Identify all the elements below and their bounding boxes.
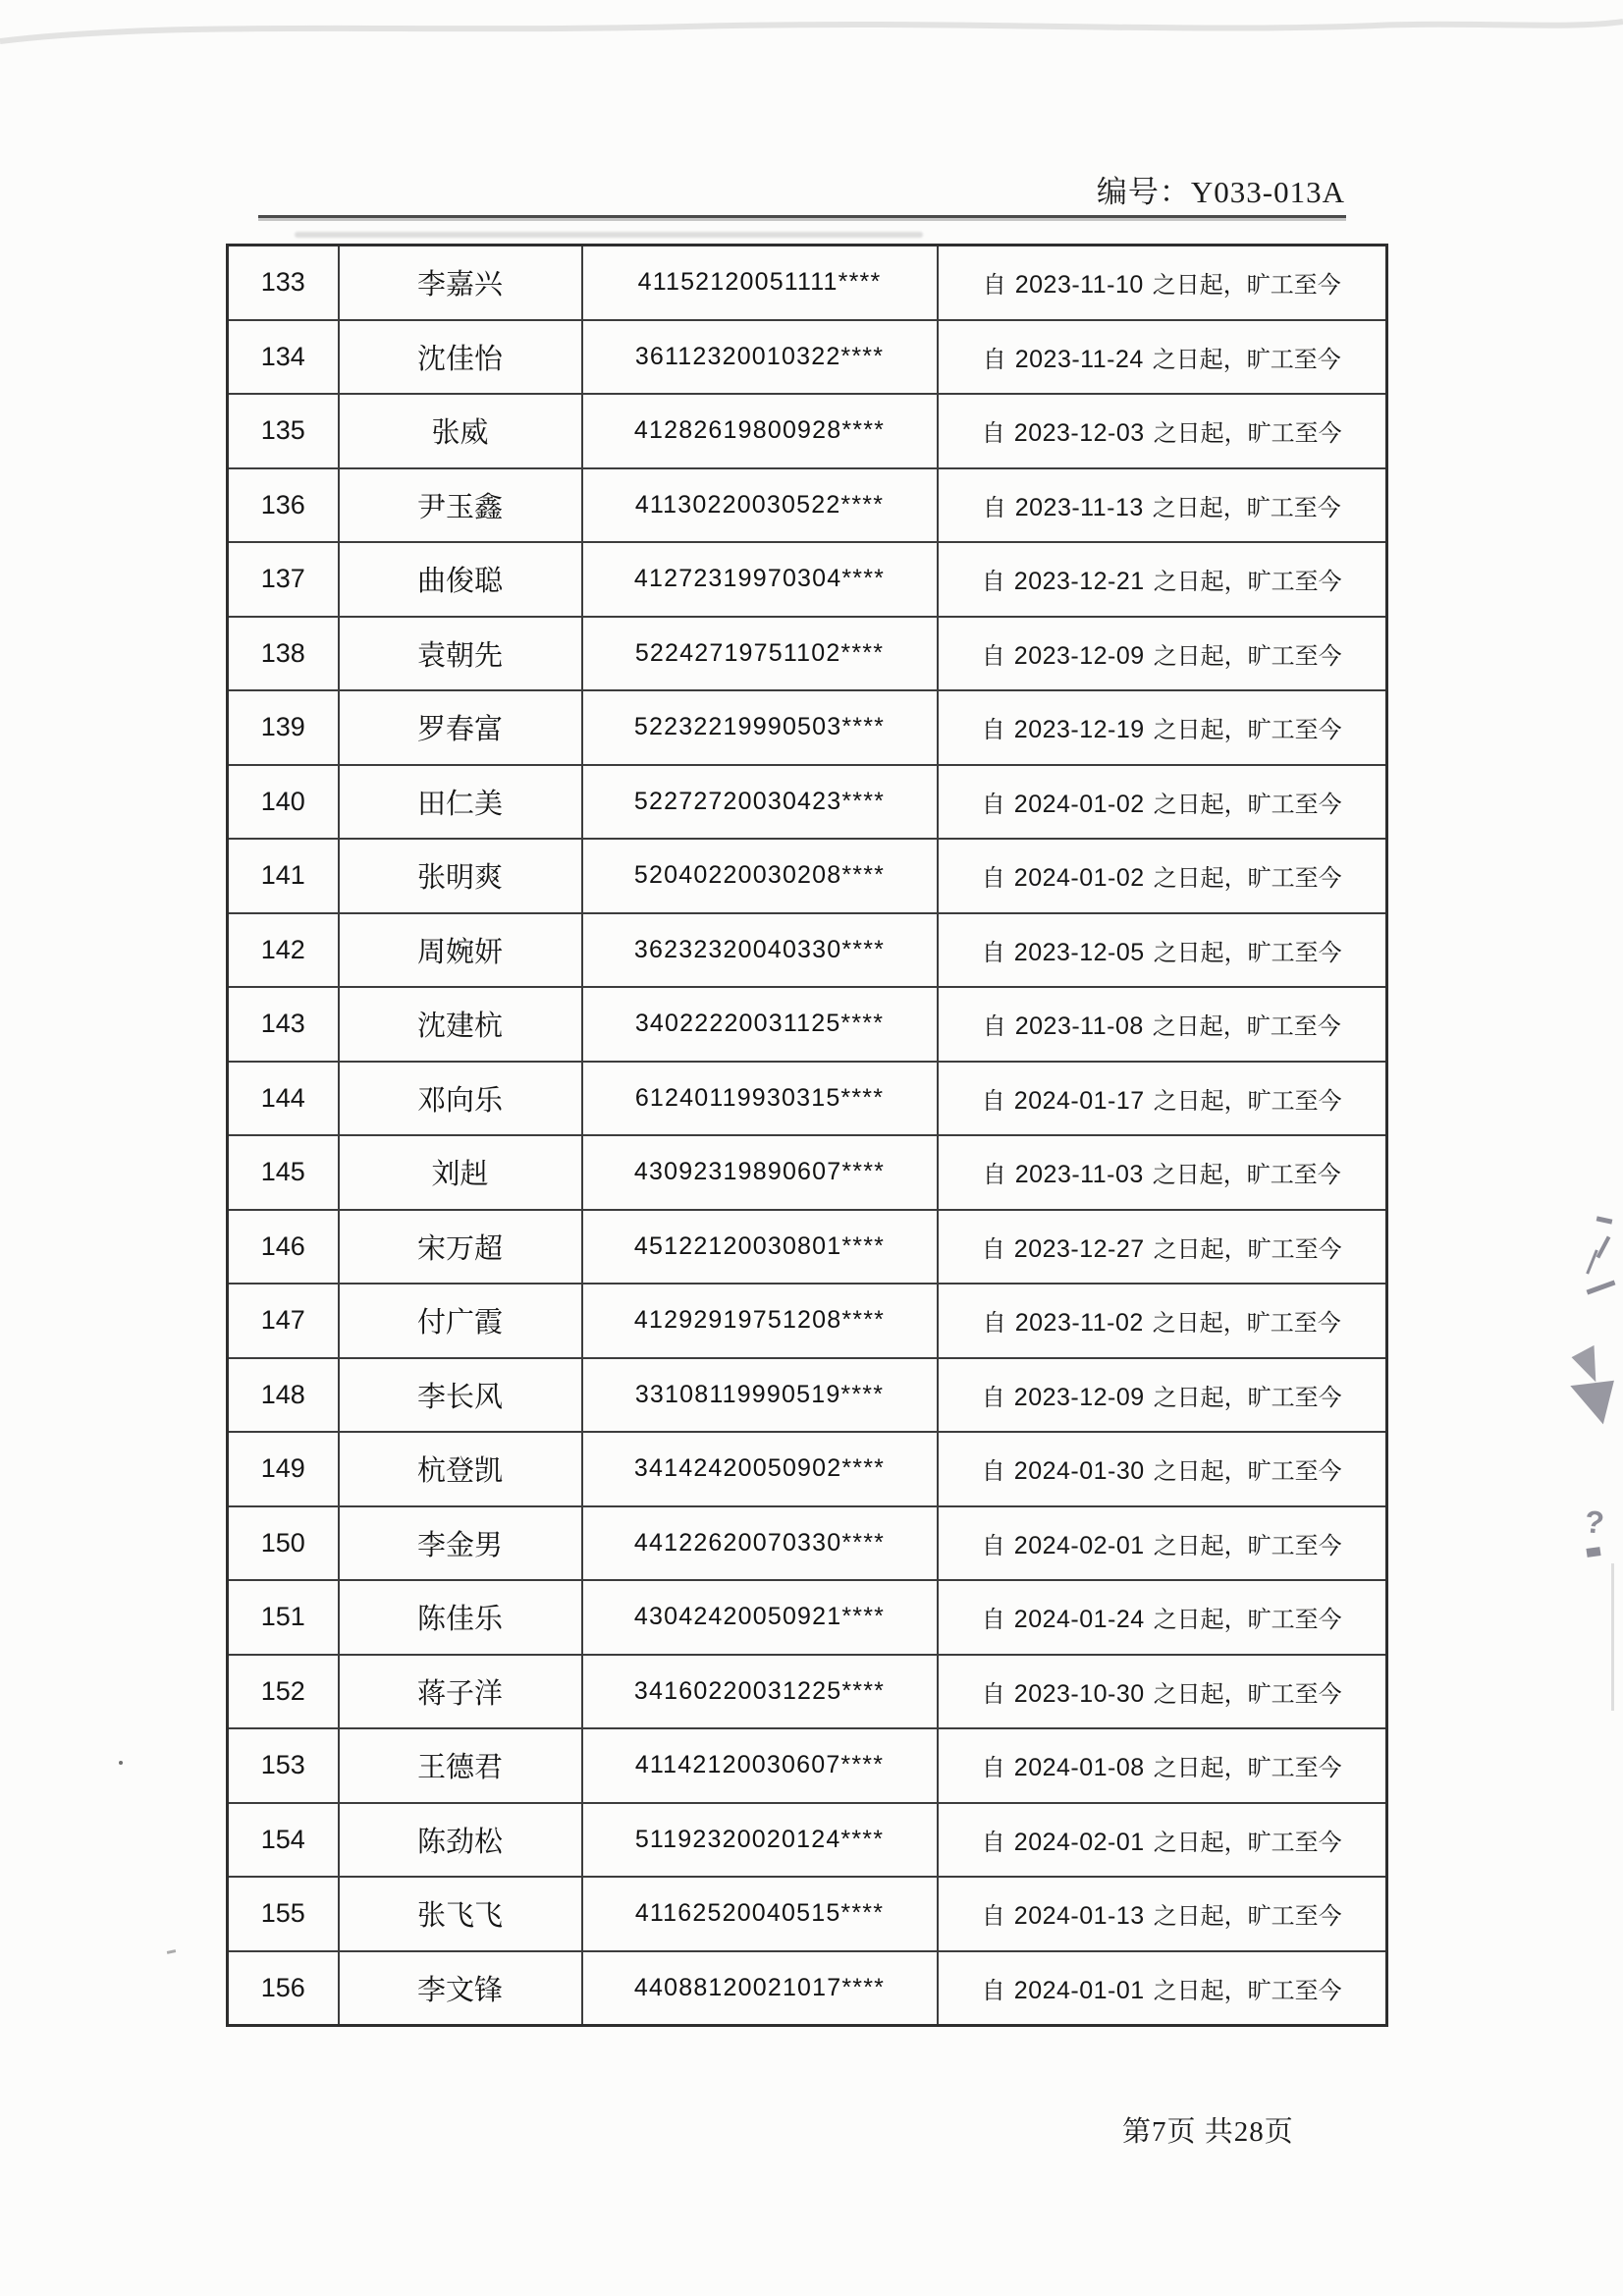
row-number: 134 [260, 341, 305, 371]
status-cell [938, 1432, 1387, 1506]
absence-start-date: 2024-01-01 [1013, 1976, 1145, 2004]
scan-artifact-triangle-2 [1563, 1371, 1614, 1425]
person-name: 张威 [431, 417, 489, 450]
status-prefix: 自 [981, 792, 1005, 818]
name-cell [339, 1580, 582, 1655]
status-suffix: 之日起，旷工至今 [1153, 1756, 1342, 1782]
row-number-cell [228, 1135, 339, 1210]
id-cell [582, 1062, 938, 1136]
status-cell [938, 1284, 1387, 1358]
id-cell [582, 1432, 938, 1506]
status-prefix: 自 [981, 1385, 1005, 1411]
status-cell [938, 690, 1387, 765]
id-cell [582, 394, 938, 468]
status-suffix: 之日起，旷工至今 [1153, 421, 1342, 448]
person-name: 罗春富 [416, 714, 503, 746]
table-row [228, 1432, 1387, 1506]
row-number: 136 [260, 489, 305, 519]
absence-start-date: 2024-01-02 [1013, 790, 1145, 818]
absence-table-body [228, 246, 1387, 2026]
table-row [228, 1877, 1387, 1951]
person-name: 王德君 [416, 1752, 503, 1784]
person-name: 李金男 [416, 1529, 503, 1561]
status-suffix: 之日起，旷工至今 [1153, 1830, 1342, 1856]
masked-id: 52242719751102**** [634, 638, 885, 667]
absence-start-date: 2023-12-27 [1013, 1234, 1145, 1263]
status-suffix: 之日起，旷工至今 [1152, 495, 1341, 521]
status-prefix: 自 [981, 1756, 1005, 1782]
status-cell [938, 542, 1387, 617]
absence-start-date: 2023-12-09 [1013, 1383, 1145, 1411]
person-name: 杭登凯 [416, 1455, 503, 1488]
masked-id: 43042420050921**** [633, 1603, 886, 1631]
status-prefix: 自 [982, 273, 1006, 300]
row-number-cell [228, 246, 339, 320]
masked-id: 44122620070330**** [633, 1528, 886, 1557]
row-number-cell [228, 1210, 339, 1285]
status-prefix: 自 [982, 495, 1006, 521]
row-number-cell [228, 1877, 339, 1951]
status-suffix: 之日起，旷工至今 [1153, 1459, 1342, 1486]
status-suffix: 之日起，旷工至今 [1153, 1978, 1342, 2004]
row-number: 143 [260, 1009, 305, 1039]
person-name: 周婉妍 [416, 936, 503, 968]
status-cell [938, 1580, 1387, 1655]
doc-number [1097, 167, 1345, 211]
status-cell [938, 1358, 1387, 1433]
masked-id: 41152120051111**** [637, 268, 882, 297]
status-suffix: 之日起，旷工至今 [1153, 1904, 1342, 1931]
masked-id: 33108119990519**** [634, 1380, 885, 1408]
name-cell [339, 1210, 582, 1285]
status-prefix: 自 [981, 1459, 1005, 1486]
status-prefix: 自 [981, 421, 1005, 448]
name-cell [339, 617, 582, 691]
id-cell [582, 1877, 938, 1951]
table-row [228, 1580, 1387, 1655]
row-number-cell [228, 1506, 339, 1581]
row-number: 135 [260, 415, 305, 446]
status-cell [938, 394, 1387, 468]
scan-speck [167, 1949, 176, 1954]
status-prefix: 自 [981, 940, 1005, 966]
row-number-cell [228, 987, 339, 1062]
id-cell [582, 1284, 938, 1358]
table-row [228, 468, 1387, 543]
name-cell [339, 913, 582, 988]
table-row [228, 394, 1387, 468]
name-cell [339, 839, 582, 913]
id-cell [582, 839, 938, 913]
name-cell [339, 765, 582, 840]
status-prefix: 自 [982, 1311, 1006, 1338]
table-row [228, 320, 1387, 395]
name-cell [339, 1655, 582, 1729]
row-number-cell [228, 1358, 339, 1433]
row-number: 154 [260, 1824, 305, 1854]
name-cell [339, 246, 582, 320]
masked-id: 52232219990503**** [633, 713, 886, 741]
row-number: 141 [260, 860, 305, 891]
masked-id: 41162520040515**** [634, 1899, 885, 1928]
status-suffix: 之日起，旷工至今 [1153, 643, 1342, 670]
status-suffix: 之日起，旷工至今 [1153, 1088, 1342, 1115]
id-cell [582, 1655, 938, 1729]
row-number: 147 [260, 1305, 305, 1336]
status-cell [938, 1135, 1387, 1210]
scan-shadow-top [0, 0, 1623, 69]
status-prefix: 自 [982, 1014, 1006, 1041]
table-row [228, 1728, 1387, 1803]
masked-id: 34142420050902**** [633, 1454, 886, 1483]
person-name: 张明爽 [416, 862, 503, 895]
row-number: 133 [260, 267, 305, 298]
status-suffix: 之日起，旷工至今 [1153, 1608, 1342, 1634]
status-suffix: 之日起，旷工至今 [1152, 1014, 1341, 1041]
masked-id: 36112320010322**** [634, 342, 885, 370]
status-cell [938, 1062, 1387, 1136]
person-name: 袁朝先 [416, 639, 503, 672]
person-name: 沈佳怡 [416, 343, 503, 375]
absence-start-date: 2024-01-24 [1013, 1606, 1145, 1634]
row-number: 138 [260, 637, 305, 668]
absence-start-date: 2023-12-05 [1013, 938, 1145, 966]
row-number: 145 [260, 1157, 305, 1187]
id-cell [582, 1728, 938, 1803]
absence-start-date: 2023-12-21 [1013, 568, 1145, 596]
name-cell [339, 1506, 582, 1581]
masked-id: 51192320020124**** [634, 1825, 885, 1853]
table-row [228, 913, 1387, 988]
scan-smudge [295, 232, 923, 238]
row-number: 156 [260, 1972, 305, 2002]
person-name: 尹玉鑫 [416, 491, 503, 523]
table-row [228, 1210, 1387, 1285]
absence-start-date: 2023-12-03 [1013, 419, 1145, 448]
absence-table [226, 244, 1388, 2027]
row-number-cell [228, 542, 339, 617]
row-number-cell [228, 690, 339, 765]
table-row [228, 1284, 1387, 1358]
status-prefix: 自 [981, 1533, 1005, 1559]
masked-id: 41292919751208**** [633, 1306, 886, 1335]
page-footer [1122, 2109, 1294, 2150]
status-suffix: 之日起，旷工至今 [1152, 1163, 1341, 1189]
table-row [228, 1358, 1387, 1433]
person-name: 李文锋 [416, 1974, 503, 2006]
masked-id: 61240119930315**** [634, 1083, 885, 1112]
name-cell [339, 1062, 582, 1136]
name-cell [339, 690, 582, 765]
name-cell [339, 1728, 582, 1803]
status-prefix: 自 [981, 1904, 1005, 1931]
status-suffix: 之日起，旷工至今 [1152, 1311, 1341, 1338]
status-cell [938, 1728, 1387, 1803]
status-prefix: 自 [981, 570, 1005, 596]
status-cell [938, 320, 1387, 395]
status-suffix: 之日起，旷工至今 [1153, 940, 1342, 966]
status-cell [938, 913, 1387, 988]
row-number: 153 [260, 1750, 305, 1780]
status-suffix: 之日起，旷工至今 [1153, 1533, 1342, 1559]
row-number-cell [228, 468, 339, 543]
header-rule [258, 215, 1346, 218]
row-number: 149 [260, 1453, 305, 1484]
row-number-cell [228, 839, 339, 913]
row-number-cell [228, 1803, 339, 1878]
status-prefix: 自 [981, 1608, 1005, 1634]
status-prefix: 自 [981, 1978, 1005, 2004]
absence-start-date: 2023-11-24 [1014, 345, 1144, 373]
row-number-cell [228, 765, 339, 840]
id-cell [582, 468, 938, 543]
row-number: 142 [260, 934, 305, 964]
table-row [228, 839, 1387, 913]
name-cell [339, 1135, 582, 1210]
status-cell [938, 1506, 1387, 1581]
status-cell [938, 246, 1387, 320]
status-cell [938, 1877, 1387, 1951]
status-suffix: 之日起，旷工至今 [1153, 718, 1342, 744]
row-number-cell [228, 1062, 339, 1136]
absence-start-date: 2024-01-30 [1013, 1457, 1145, 1486]
masked-id: 44088120021017**** [633, 1973, 886, 2001]
status-prefix: 自 [981, 643, 1005, 670]
status-cell [938, 1210, 1387, 1285]
absence-start-date: 2023-11-08 [1014, 1012, 1144, 1041]
masked-id: 52040220030208**** [633, 861, 886, 890]
status-cell [938, 839, 1387, 913]
row-number-cell [228, 1728, 339, 1803]
status-suffix: 之日起，旷工至今 [1153, 866, 1342, 893]
table-row [228, 617, 1387, 691]
row-number-cell [228, 617, 339, 691]
masked-id: 41272319970304**** [633, 565, 886, 593]
status-suffix: 之日起，旷工至今 [1153, 1385, 1342, 1411]
row-number: 140 [260, 786, 305, 816]
person-name: 刘赳 [431, 1159, 489, 1191]
name-cell [339, 320, 582, 395]
name-cell [339, 1803, 582, 1878]
table-row [228, 1062, 1387, 1136]
row-number-cell [228, 1580, 339, 1655]
status-prefix: 自 [982, 347, 1006, 373]
name-cell [339, 1877, 582, 1951]
id-cell [582, 1135, 938, 1210]
row-number: 148 [260, 1379, 305, 1409]
status-cell [938, 1951, 1387, 2026]
person-name: 邓向乐 [416, 1084, 503, 1117]
row-number: 152 [260, 1675, 305, 1706]
absence-start-date: 2024-02-01 [1013, 1828, 1145, 1856]
status-cell [938, 765, 1387, 840]
absence-start-date: 2023-11-13 [1014, 493, 1144, 521]
id-cell [582, 246, 938, 320]
person-name: 蒋子洋 [416, 1677, 503, 1710]
status-suffix: 之日起，旷工至今 [1152, 273, 1341, 300]
scan-artifact-qmark: ? [1583, 1503, 1606, 1541]
id-cell [582, 987, 938, 1062]
masked-id: 52272720030423**** [633, 787, 886, 815]
status-cell [938, 617, 1387, 691]
absence-start-date: 2024-01-02 [1013, 864, 1145, 893]
scan-artifact-block [1586, 1547, 1600, 1558]
table-row [228, 1655, 1387, 1729]
doc-number-label: 编号：Y033-013A [1096, 175, 1345, 209]
scan-artifact-edge-line [1611, 1563, 1614, 1711]
person-name: 宋万超 [416, 1232, 503, 1265]
scan-speck [119, 1761, 123, 1765]
id-cell [582, 1803, 938, 1878]
table-row [228, 1506, 1387, 1581]
status-prefix: 自 [981, 1681, 1005, 1708]
person-name: 陈佳乐 [416, 1604, 503, 1636]
person-name: 李长风 [416, 1381, 503, 1413]
table-row [228, 542, 1387, 617]
status-suffix: 之日起，旷工至今 [1152, 347, 1341, 373]
person-name: 沈建杭 [416, 1011, 503, 1043]
name-cell [339, 542, 582, 617]
person-name: 付广霞 [416, 1307, 503, 1339]
id-cell [582, 1506, 938, 1581]
name-cell [339, 394, 582, 468]
masked-id: 34022220031125**** [634, 1010, 885, 1038]
absence-start-date: 2023-12-09 [1013, 641, 1145, 670]
name-cell [339, 1284, 582, 1358]
id-cell [582, 1358, 938, 1433]
status-prefix: 自 [981, 1830, 1005, 1856]
row-number: 137 [260, 564, 305, 594]
absence-start-date: 2024-01-17 [1013, 1086, 1145, 1115]
status-suffix: 之日起，旷工至今 [1153, 792, 1342, 818]
row-number: 144 [260, 1082, 305, 1113]
masked-id: 36232320040330**** [633, 935, 886, 963]
status-suffix: 之日起，旷工至今 [1153, 1681, 1342, 1708]
page-number-label: 第7页 共28页 [1122, 2116, 1294, 2148]
masked-id: 34160220031225**** [633, 1676, 886, 1705]
status-suffix: 之日起，旷工至今 [1153, 1236, 1342, 1263]
id-cell [582, 913, 938, 988]
row-number-cell [228, 394, 339, 468]
id-cell [582, 1580, 938, 1655]
absence-start-date: 2023-10-30 [1013, 1679, 1145, 1708]
name-cell [339, 1951, 582, 2026]
id-cell [582, 320, 938, 395]
row-number-cell [228, 1432, 339, 1506]
id-cell [582, 617, 938, 691]
status-prefix: 自 [981, 1088, 1005, 1115]
row-number-cell [228, 1951, 339, 2026]
table-row [228, 1135, 1387, 1210]
row-number: 155 [260, 1898, 305, 1929]
table-row [228, 765, 1387, 840]
id-cell [582, 690, 938, 765]
masked-id: 45122120030801**** [633, 1231, 886, 1260]
status-prefix: 自 [982, 1163, 1006, 1189]
status-cell [938, 987, 1387, 1062]
masked-id: 43092319890607**** [633, 1158, 886, 1186]
person-name: 李嘉兴 [416, 269, 503, 301]
absence-start-date: 2024-02-01 [1013, 1531, 1145, 1559]
status-prefix: 自 [981, 1236, 1005, 1263]
name-cell [339, 468, 582, 543]
row-number-cell [228, 1284, 339, 1358]
person-name: 田仁美 [416, 788, 503, 820]
table-row [228, 1803, 1387, 1878]
masked-id: 41282619800928**** [633, 416, 886, 445]
id-cell [582, 542, 938, 617]
absence-start-date: 2023-11-10 [1014, 271, 1144, 300]
person-name: 曲俊聪 [416, 566, 503, 598]
table-row [228, 1951, 1387, 2026]
status-prefix: 自 [981, 718, 1005, 744]
person-name: 陈劲松 [416, 1826, 503, 1858]
id-cell [582, 765, 938, 840]
row-number: 151 [260, 1602, 305, 1632]
id-cell [582, 1951, 938, 2026]
status-suffix: 之日起，旷工至今 [1153, 570, 1342, 596]
table-row [228, 987, 1387, 1062]
name-cell [339, 1432, 582, 1506]
row-number-cell [228, 913, 339, 988]
absence-start-date: 2024-01-08 [1013, 1754, 1145, 1782]
row-number-cell [228, 1655, 339, 1729]
absence-start-date: 2023-11-02 [1014, 1309, 1144, 1338]
table-row [228, 690, 1387, 765]
absence-start-date: 2024-01-13 [1013, 1902, 1145, 1931]
masked-id: 41130220030522**** [634, 490, 885, 519]
row-number: 146 [260, 1230, 305, 1261]
table-row [228, 246, 1387, 320]
status-prefix: 自 [981, 866, 1005, 893]
row-number-cell [228, 320, 339, 395]
name-cell [339, 1358, 582, 1433]
id-cell [582, 1210, 938, 1285]
masked-id: 41142120030607**** [634, 1751, 885, 1779]
status-cell [938, 1655, 1387, 1729]
person-name: 张飞飞 [416, 1900, 503, 1933]
status-cell [938, 1803, 1387, 1878]
absence-start-date: 2023-12-19 [1013, 716, 1145, 744]
absence-start-date: 2023-11-03 [1014, 1161, 1144, 1189]
row-number: 150 [260, 1527, 305, 1558]
name-cell [339, 987, 582, 1062]
row-number: 139 [260, 712, 305, 742]
status-cell [938, 468, 1387, 543]
